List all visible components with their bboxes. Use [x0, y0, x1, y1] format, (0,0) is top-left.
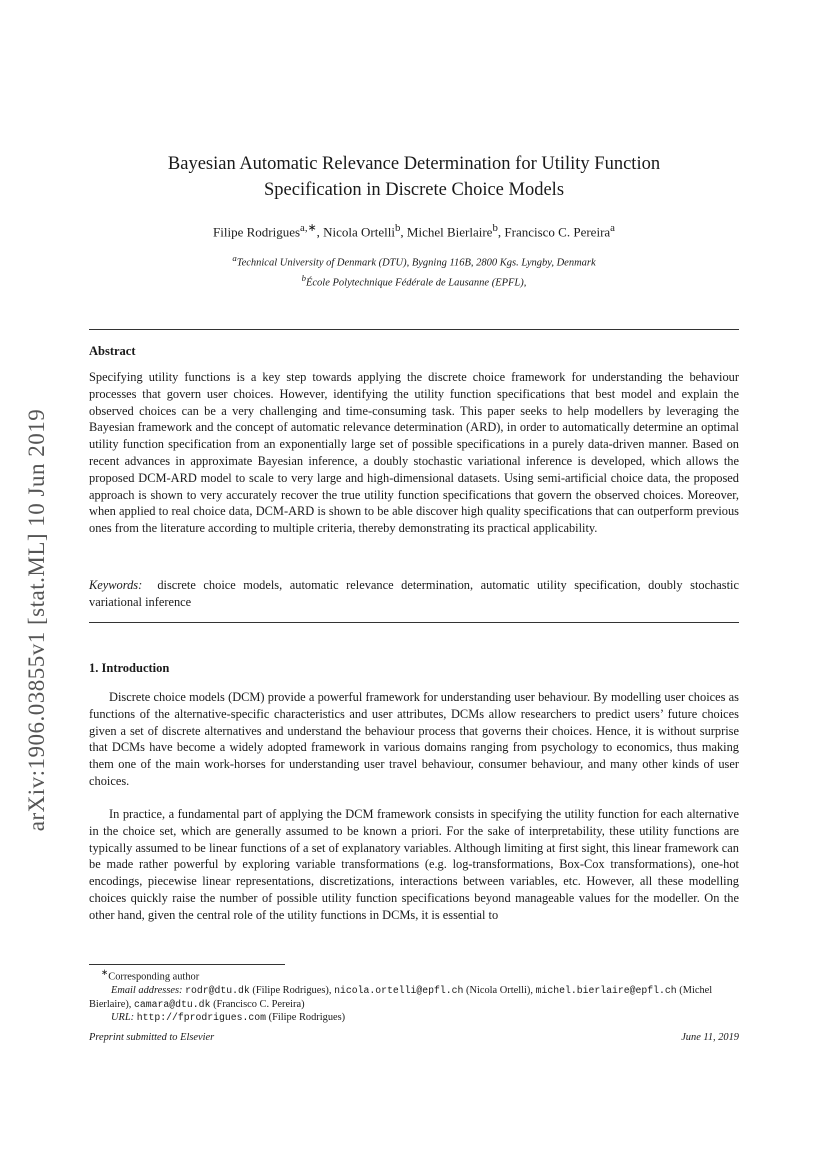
arxiv-identifier: arXiv:1906.03855v1 [stat.ML] 10 Jun 2019 — [24, 408, 49, 832]
keywords-list: discrete choice models, automatic relevance determination, automatic utility specification, doubly stochastic variational inference — [89, 578, 739, 609]
email-link[interactable]: nicola.ortelli@epfl.ch — [334, 985, 464, 997]
arxiv-sidebar-stamp — [18, 360, 56, 880]
author-name: Francisco C. Pereira — [504, 224, 611, 240]
title-line-2: Specification in Discrete Choice Models — [263, 180, 565, 200]
author-name: Filipe Rodrigues — [213, 224, 301, 240]
abstract-heading: Abstract — [89, 344, 136, 358]
affiliations — [89, 251, 739, 290]
keywords — [89, 577, 739, 611]
author-list: Filipe Rodrigues$^{a,∗}$, Nicola Ortelli$^b$, Michel Bierlaire$^b$, Francisco C. Pereira$^a$ — [213, 222, 615, 240]
author-name: Michel Bierlaire — [406, 224, 493, 240]
footnotes — [89, 966, 739, 1025]
abstract-top-rule — [89, 329, 739, 330]
email-link[interactable]: michel.bierlaire@epfl.ch — [535, 985, 677, 997]
page-footer — [89, 1032, 739, 1043]
email-link[interactable]: rodr@dtu.dk — [185, 985, 250, 997]
abstract-text: Specifying utility functions is a key step towards applying the discrete choice framework for understanding the behaviour processes that govern user choices. However, identifying the utility function specifications that best model and explain the observed choices can be a very challenging and time-consuming task. This paper seeks to help modellers by leveraging the Bayesian framework and the concept of automatic relevance determination (ARD), in order to automatically determine an optimal utility function specification from an exponentially large set of possible specifications in a purely data-driven manner. Based on recent advances in approximate Bayesian inference, a doubly stochastic variational inference is developed, which allows the proposed DCM-ARD model to scale to very large and high-dimensional datasets. Using semi-artificial choice data, the proposed approach is shown to very accurately recover the true utility function specifications that govern the observed choices. Moreover, when applied to real choice data, DCM-ARD is shown to be able discover high quality specifications that can outperform previous ones from the literature according to multiple criteria, thereby demonstrating its practical applicability. — [89, 370, 739, 536]
keywords-label: Keywords: — [89, 578, 143, 592]
author-name: Nicola Ortelli — [323, 224, 395, 240]
author-sup: b — [492, 222, 498, 234]
footer-preprint-note: Preprint submitted to Elsevier — [89, 1032, 215, 1043]
footnote-rule — [89, 964, 285, 965]
title-line-1: Bayesian Automatic Relevance Determination for Utility Function — [167, 154, 661, 174]
footnote-corresponding: ∗Corresponding author — [101, 967, 200, 983]
affiliation-b: $^b$École Polytechnique Fédérale de Lausanne (EPFL), — [301, 272, 527, 288]
paper-title — [89, 151, 739, 203]
abstract-bottom-rule — [89, 622, 739, 623]
affiliation-a: $^a$Technical University of Denmark (DTU), Bygning 116B, 2800 Kgs. Lyngby, Denmark — [232, 253, 596, 269]
footnote-emails: Email addresses: rodr@dtu.dk (Filipe Rodrigues), nicola.ortelli@epfl.ch (Nicola Ortelli), michel.bierlaire@epfl.ch (Michel Bierlaire), camara@dtu.dk (Francisco C. Pereira) — [89, 985, 713, 1010]
intro-paragraph-1: Discrete choice models (DCM) provide a powerful framework for understanding user behaviour. By modelling user choices as functions of the alternative-specific characteristics and user attributes, DCMs allow researchers to predict users’ future choices given a set of discrete alternatives and understand the behaviour process that governs their choices. Hence, it is without surprise that DCMs have become a widely adopted framework in various domains ranging from psychology to economics, thus making them one of the main work-horses for understanding user travel behaviour, consumer behaviour, and many other kinds of user choices. — [89, 690, 739, 788]
section-heading-introduction: 1. Introduction — [89, 661, 170, 675]
author-sup: a — [610, 222, 615, 234]
intro-paragraph-2: In practice, a fundamental part of applying the DCM framework consists in specifying the utility function for each alternative in the choice set, which are generally assumed to be known a priori. For the sake of interpretability, these utility functions are typically assumed to be linear functions of a set of explanatory variables. Although limiting at first sight, this linear framework can be made rather powerful by exploring variable transformations (e.g. log-transformations, Box-Cox transformations), one-hot encodings, piecewise linear representations, discretizations, interactions between variables, etc. However, all these modelling choices quickly raise the number of possible utility function specifications beyond manageable values for the modeller. On the other hand, given the central role of the utility functions in DCMs, it is essential to — [89, 807, 739, 922]
email-link[interactable]: camara@dtu.dk — [134, 998, 211, 1010]
author-sup: a,∗ — [300, 222, 317, 234]
footer-date: June 11, 2019 — [681, 1032, 739, 1043]
footnote-url: URL: http://fprodrigues.com (Filipe Rodrigues) — [111, 1012, 346, 1024]
homepage-link[interactable]: http://fprodrigues.com — [136, 1012, 267, 1024]
author-sup: b — [394, 222, 401, 234]
